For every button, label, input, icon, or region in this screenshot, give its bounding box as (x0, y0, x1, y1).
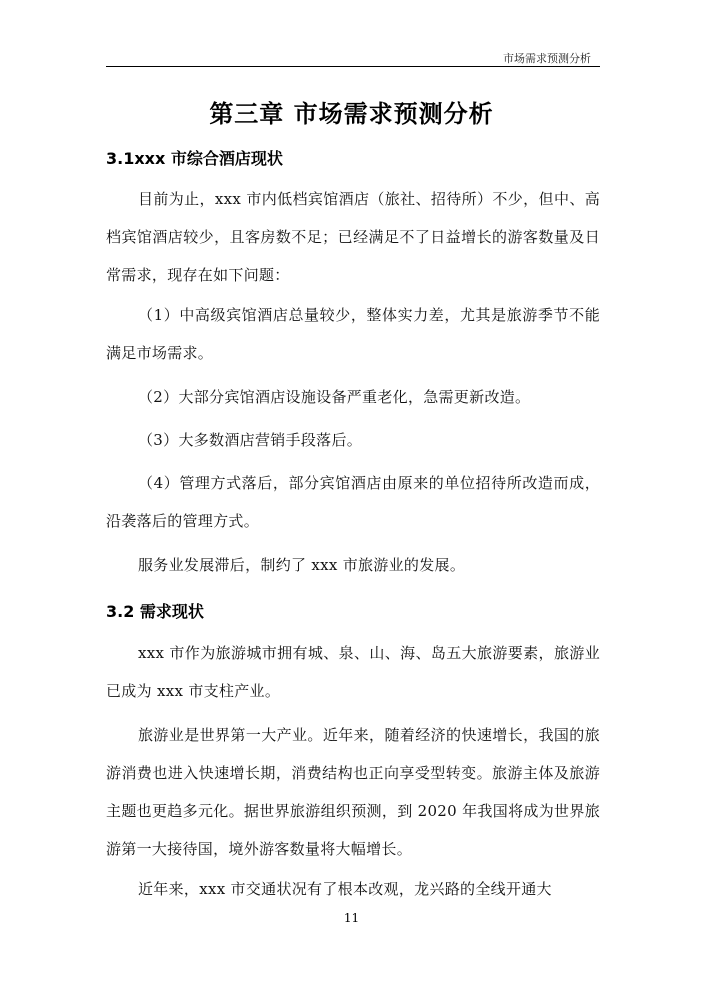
section-heading-3-2: 3.2 需求现状 (106, 602, 204, 621)
list-item-4: （4）管理方式落后，部分宾馆酒店由原来的单位招待所改造而成，沿袭落后的管理方式。 (106, 474, 600, 530)
list-item-3: （3）大多数酒店营销手段落后。 (138, 431, 363, 449)
chapter-title: 第三章 市场需求预测分析 (209, 100, 494, 128)
list-item-2: （2）大部分宾馆酒店设施设备严重老化，急需更新改造。 (138, 388, 531, 406)
paragraph-intro: 目前为止，xxx 市内低档宾馆酒店（旅社、招待所）不少，但中、高档宾馆酒店较少，且客房数不足；已经满足不了日益增长的游客数量及日常需求，现存在如下问题： (106, 190, 600, 284)
page-number: 11 (343, 911, 360, 925)
section-heading-3-1: 3.1xxx 市综合酒店现状 (106, 149, 283, 168)
paragraph-demand-2: 旅游业是世界第一大产业。近年来，随着经济的快速增长，我国的旅游消费也进入快速增长期，消费结构也正向享受型转变。旅游主体及旅游主题也更趋多元化。据世界旅游组织预测，到 2020 年我国将成为世界旅游第一大接待国，境外游客数量将大幅增长。 (106, 726, 600, 858)
running-header: 市场需求预测分析 (503, 52, 591, 65)
list-item-1: （1）中高级宾馆酒店总量较少，整体实力差，尤其是旅游季节不能满足市场需求。 (106, 306, 600, 362)
paragraph-demand-1: xxx 市作为旅游城市拥有城、泉、山、海、岛五大旅游要素，旅游业已成为 xxx 市支柱产业。 (106, 644, 600, 700)
paragraph-demand-3: 近年来，xxx 市交通状况有了根本改观，龙兴路的全线开通大 (138, 880, 552, 898)
header-rule (106, 66, 600, 67)
paragraph-conclusion: 服务业发展滞后，制约了 xxx 市旅游业的发展。 (138, 556, 466, 574)
